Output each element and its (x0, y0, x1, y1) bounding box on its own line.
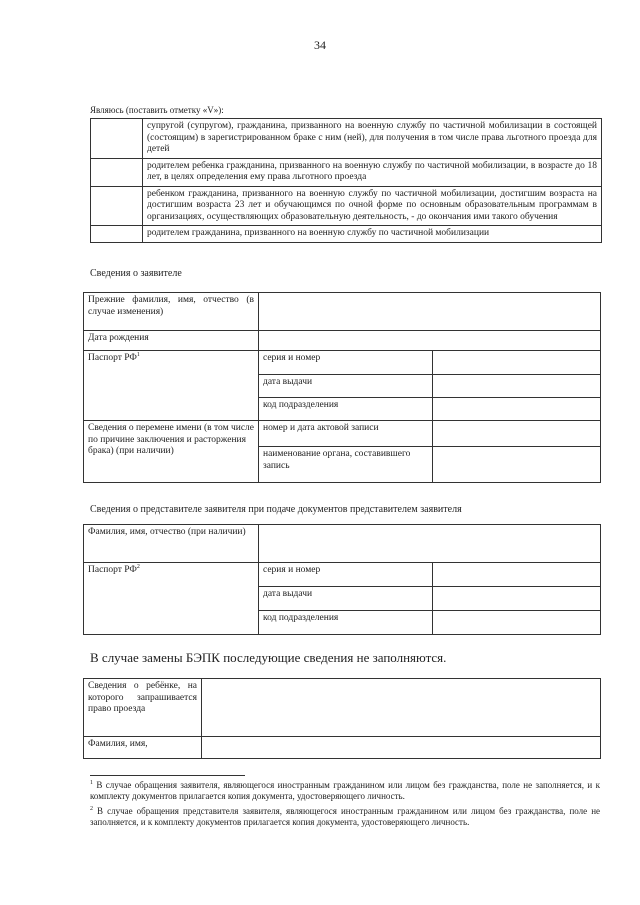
status-checkbox-cell[interactable] (91, 119, 143, 159)
act-record-label: номер и дата актовой записи (259, 421, 433, 447)
child-name-field[interactable] (202, 737, 601, 759)
status-checkbox-cell[interactable] (91, 158, 143, 186)
footnote-ref: 1 (136, 351, 140, 358)
issuing-authority-label: наименование органа, составившего запись (259, 447, 433, 483)
rep-passport-series-field[interactable] (433, 563, 601, 587)
footnote-number: 1 (90, 780, 93, 786)
child-name-label: Фамилия, имя, (84, 737, 202, 759)
passport-dept-code-field[interactable] (433, 398, 601, 421)
child-info-field[interactable] (202, 679, 601, 737)
rep-passport-series-label: серия и номер (259, 563, 433, 587)
footnote-text: В случае обращения представителя заявителя, являющегося иностранным гражданином или лицом без гражданства, поле не заполняется, и к комплекту документов прилагается копия документа, удостоверяющего личность. (90, 806, 600, 827)
rep-passport-label-cell (84, 563, 259, 635)
footnote-2 (90, 806, 600, 828)
passport-series-field[interactable] (433, 351, 601, 375)
rep-name-field[interactable] (259, 525, 601, 563)
status-checkbox-cell[interactable] (91, 226, 143, 243)
previous-name-label: Прежние фамилия, имя, отчество (в случае изменения) (84, 293, 259, 331)
applicant-table (83, 292, 601, 483)
rep-passport-issue-date-field[interactable] (433, 587, 601, 611)
passport-dept-code-label: код подразделения (259, 398, 433, 421)
rep-passport-dept-code-label: код подразделения (259, 611, 433, 635)
passport-label: Паспорт РФ (88, 353, 137, 363)
status-option-text: ребенком гражданина, призванного на военную службу по частичной мобилизации, достигшим возраста на достигшим возраста 23 лет и обучающимся по очной форме по основным образовательным программам в организациях, осуществляющих образовательную деятельность, - до окончания ими такого обучения (143, 186, 602, 226)
footnote-1 (90, 780, 600, 802)
passport-series-label: серия и номер (259, 351, 433, 375)
footnote-ref: 2 (136, 563, 140, 570)
passport-label-cell (84, 351, 259, 421)
child-info-label: Сведения о ребёнке, на которого запрашивается право проезда (84, 679, 202, 737)
passport-issue-date-field[interactable] (433, 375, 601, 398)
birth-date-field[interactable] (259, 331, 601, 351)
status-table (90, 118, 602, 243)
status-row[interactable] (91, 186, 602, 226)
act-record-field[interactable] (433, 421, 601, 447)
status-option-text: родителем ребенка гражданина, призванного на военную службу по частичной мобилизации, в возрасте до 18 лет, в целях определения ему права льготного проезда (143, 158, 602, 186)
status-checkbox-cell[interactable] (91, 186, 143, 226)
footnote-number: 2 (90, 806, 93, 812)
rep-passport-issue-date-label: дата выдачи (259, 587, 433, 611)
birth-date-label: Дата рождения (84, 331, 259, 351)
status-row[interactable] (91, 226, 602, 243)
issuing-authority-field[interactable] (433, 447, 601, 483)
previous-name-field[interactable] (259, 293, 601, 331)
applicant-section-title: Сведения о заявителе (90, 268, 182, 279)
child-table (83, 678, 601, 759)
representative-table (83, 524, 601, 635)
status-option-text: родителем гражданина, призванного на военную службу по частичной мобилизации (143, 226, 602, 243)
rep-passport-label: Паспорт РФ (88, 565, 137, 575)
status-row[interactable] (91, 158, 602, 186)
name-change-label: Сведения о перемене имени (в том числе по причине заключения и расторжения брака) (при наличии) (84, 421, 259, 483)
passport-issue-date-label: дата выдачи (259, 375, 433, 398)
status-label: Являюсь (поставить отметку «V»): (90, 105, 224, 115)
status-row[interactable] (91, 119, 602, 159)
rep-name-label: Фамилия, имя, отчество (при наличии) (84, 525, 259, 563)
footnote-divider (90, 775, 245, 776)
rep-passport-dept-code-field[interactable] (433, 611, 601, 635)
footnote-text: В случае обращения заявителя, являющегося иностранным гражданином или лицом без гражданства, поле не заполняется, и к комплекту документов прилагается копия документа, удостоверяющего личность. (90, 780, 600, 801)
representative-section-title: Сведения о представителе заявителя при подаче документов представителем заявителя (90, 504, 462, 515)
page-number: 34 (314, 38, 326, 52)
bepk-notice: В случае замены БЭПК последующие сведения не заполняются. (90, 650, 447, 665)
status-option-text: супругой (супругом), гражданина, призванного на военную службу по частичной мобилизации в состоящей (состоящим) в зарегистрированном браке с ним (ней), для получения в том числе права льготного проезда для детей (143, 119, 602, 159)
